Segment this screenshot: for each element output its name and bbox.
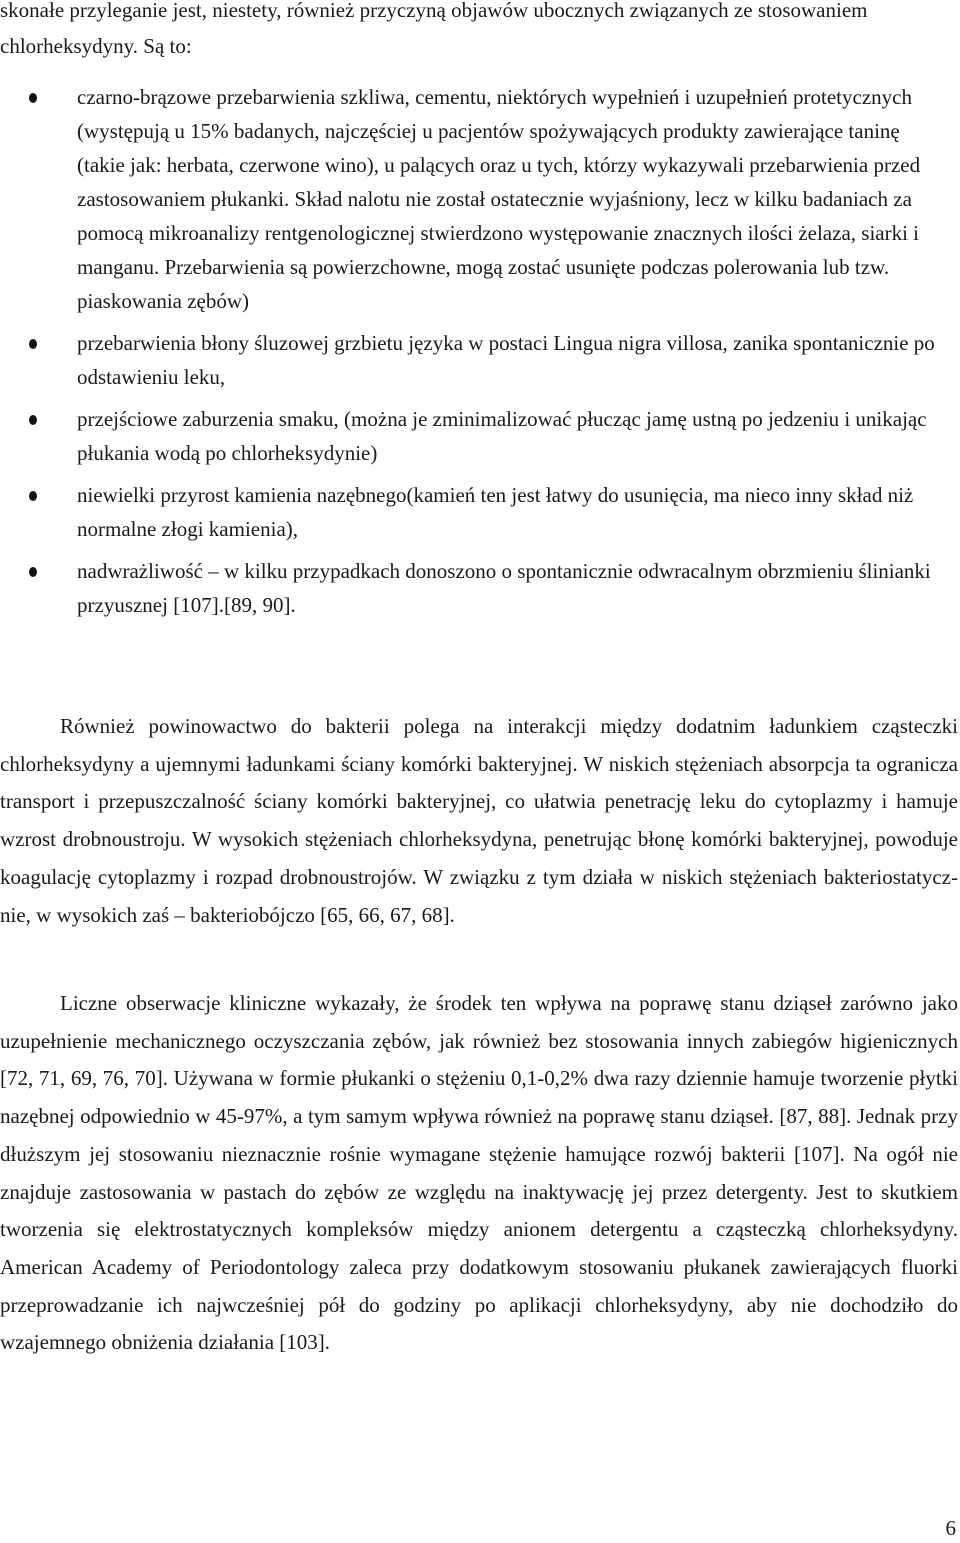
- list-item: [0, 80, 940, 318]
- list-item-text: przejściowe zaburzenia smaku, (można je zminimalizować płucząc jamę ustną po jedzeniu i unikając płukania wodą po chlorheksydynie): [77, 407, 927, 465]
- bullet-icon: [29, 567, 37, 577]
- list-item-text: niewielki przyrost kamienia nazębnego(kamień ten jest łatwy do usunięcia, ma nieco inny skład niż normalne złogi kamienia),: [77, 483, 914, 541]
- list-item-text: czarno-brązowe przebarwienia szkliwa, cementu, niektórych wypełnień i uzupełnień protetycznych (występują u 15% badanych, najczęściej u pacjentów spożywających produkty zawierające taninę (takie jak: herbata, czerwone wino), u palących oraz u tych, którzy wykazywali przebarwienia przed zastosowaniem płukanki. Skład nalotu nie został ostatecznie wyjaśniony, lecz w kilku badaniach za pomocą mikroanalizy rentgenologicznej stwierdzono występowanie znacznych ilości żelaza, siarki i manganu. Przebarwienia są powierzchowne, mogą zostać usunięte podczas polerowania lub tzw. piaskowania zębów): [77, 85, 921, 313]
- list-item: [0, 402, 940, 470]
- page-number: 6: [945, 1516, 956, 1540]
- side-effects-list: [0, 80, 940, 630]
- body-paragraph-clinical: Liczne obserwacje kliniczne wykazały, że środek ten wpływa na poprawę stanu dziąseł zarówno jako uzupełnienie mechanicznego oczyszczania zębów, jak również bez stosowania innych zabiegów higienicznych [72, 71, 69, 76, 70]. Używana w formie płukanki o stężeniu 0,1-0,2% dwa razy dziennie hamuje tworzenie płytki nazębnej odpowiednio w 45-97%, a tym samym wpływa również na poprawę stanu dziąseł. [87, 88]. Jednak przy dłuższym jej stosowaniu nieznacznie rośnie wymagane stężenie hamujące rozwój bakterii [107]. Na ogół nie znajduje zastosowania w pastach do zębów ze względu na inaktywację jej przez detergenty. Jest to skutkiem tworzenia się elektrostatycznych kompleksów między anionem detergentu a cząsteczką chlorheksydyny. American Academy of Periodontology zaleca przy dodatkowym stosowaniu płukanek zawierających fluorki przeprowadzanie ich najwcześniej pół do godziny po aplikacji chlorheksydyny, aby nie dochodziło do wzajemnego obniżenia działania [103].: [0, 991, 958, 1355]
- list-item-text: nadwrażliwość – w kilku przypadkach donoszono o spontanicznie odwracalnym obrzmieniu ślinianki przyusznej [107].[89, 90].: [77, 559, 931, 617]
- intro-text: skonałe przyleganie jest, niestety, również przyczyną objawów ubocznych związanych ze stosowaniem chlorheksydyny. Są to:: [0, 0, 868, 58]
- bullet-icon: [29, 415, 37, 425]
- bullet-icon: [29, 339, 37, 349]
- list-item-text: przebarwienia błony śluzowej grzbietu języka w postaci Lingua nigra villosa, zanika spontanicznie po odstawieniu leku,: [77, 331, 935, 389]
- bullet-icon: [29, 93, 37, 103]
- list-item: [0, 478, 940, 546]
- bullet-icon: [29, 491, 37, 501]
- list-item: [0, 326, 940, 394]
- list-item: [0, 554, 940, 622]
- body-paragraph-affinity: Również powinowactwo do bakterii polega na interakcji między dodatnim ładunkiem cząsteczki chlorheksydyny a ujemnymi ładunkami ściany komórki bakteryjnej. W niskich stężeniach absorpcja ta ogranicza transport i przepuszczalność ściany komórki bakteryjnej, co ułatwia penetrację leku do cytoplazmy i hamuje wzrost drobnoustroju. W wysokich stężeniach chlorheksydyna, penetrując błonę komórki bakteryjnej, powoduje koagulację cytoplazmy i rozpad drobnoustrojów. W związku z tym działa w niskich stężeniach bakteriostatycznie, w wysokich zaś – bakteriobójczo [65, 66, 67, 68].: [0, 714, 958, 927]
